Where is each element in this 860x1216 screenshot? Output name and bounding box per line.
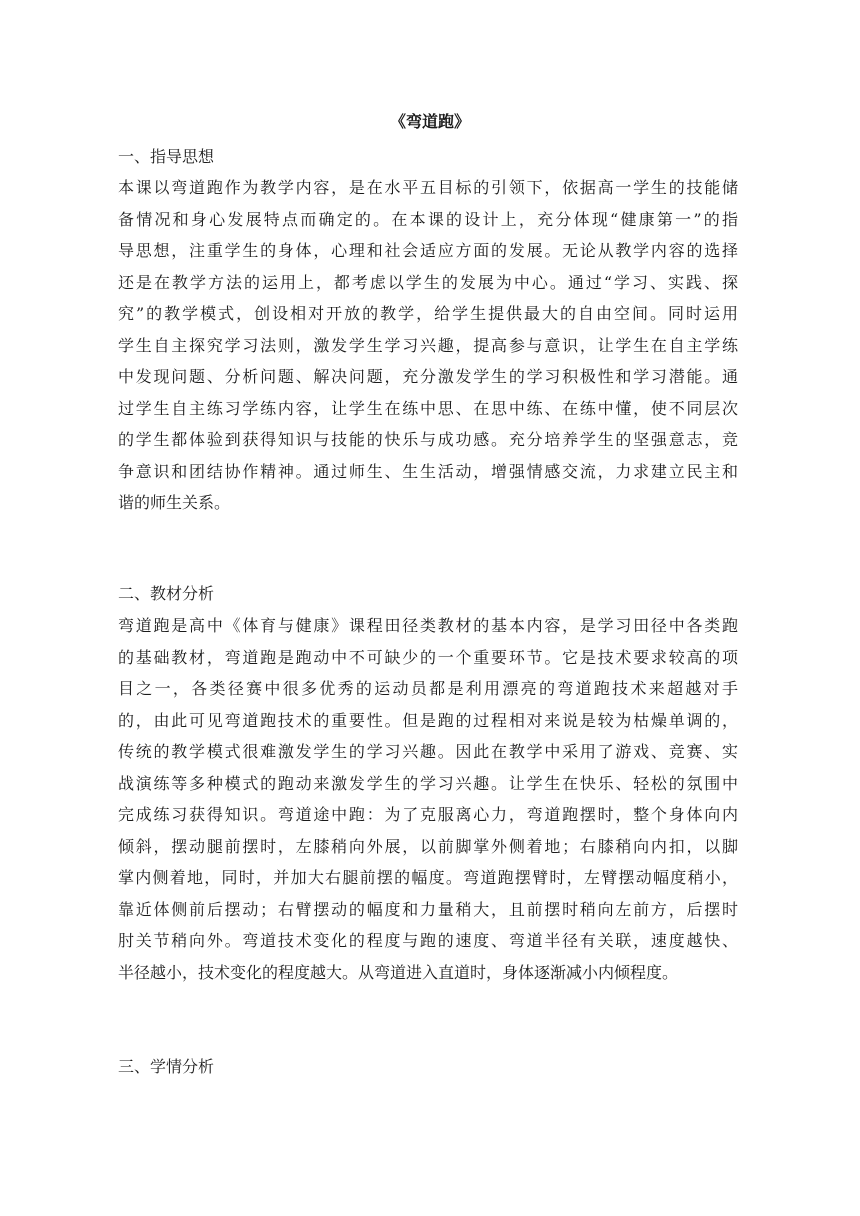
paragraph-line: 的学生都体验到获得知识与技能的快乐与成功感。充分培养学生的坚强意志，竞: [118, 430, 738, 449]
document-title: 《弯道跑》: [389, 112, 470, 131]
paragraph-line: 中发现问题、分析问题、解决问题，充分激发学生的学习积极性和学习潜能。通: [118, 367, 738, 386]
paragraph-line: 掌内侧着地，同时，并加大右腿前摆的幅度。弯道跑摆臂时，左臂摆动幅度稍小，: [118, 868, 738, 887]
paragraph-line: 本课以弯道跑作为教学内容，是在水平五目标的引领下，依据高一学生的技能储: [118, 178, 738, 197]
paragraph-line: 目之一，各类径赛中很多优秀的运动员都是利用漂亮的弯道跑技术来超越对手: [118, 679, 738, 698]
paragraph-line: 倾斜，摆动腿前摆时，左膝稍向外展，以前脚掌外侧着地；右膝稍向内扣，以脚: [118, 836, 738, 856]
paragraph-line: 肘关节稍向外。弯道技术变化的程度与跑的速度、弯道半径有关联，速度越快、: [118, 931, 738, 950]
paragraph-line: 靠近体侧前后摆动；右臂摆动的幅度和力量稍大，且前摆时稍向左前方，后摆时: [118, 899, 738, 919]
paragraph-line: 导思想，注重学生的身体，心理和社会适应方面的发展。无论从教学内容的选择: [118, 241, 738, 260]
paragraph-line: 还是在教学方法的运用上，都考虑以学生的发展为中心。通过“学习、实践、探: [118, 272, 738, 292]
section-body-guiding-thought: [118, 172, 738, 519]
paragraph-line: 的基础教材，弯道跑是跑动中不可缺少的一个重要环节。它是技术要求较高的项: [118, 647, 738, 667]
section-heading-material-analysis: 二、教材分析: [118, 584, 215, 603]
paragraph-line: 半径越小，技术变化的程度越大。从弯道进入直道时，身体逐渐减小内倾程度。: [118, 962, 679, 982]
paragraph-line: 的，由此可见弯道跑技术的重要性。但是跑的过程相对来说是较为枯燥单调的，: [118, 710, 738, 730]
paragraph-line: 战演练等多种模式的跑动来激发学生的学习兴趣。让学生在快乐、轻松的氛围中: [118, 773, 738, 793]
paragraph-line: 究”的教学模式，创设相对开放的教学，给学生提供最大的自由空间。同时运用: [118, 304, 738, 323]
paragraph-line: 备情况和身心发展特点而确定的。在本课的设计上，充分体现“健康第一”的指: [118, 209, 738, 229]
paragraph-line: 传统的教学模式很难激发学生的学习兴趣。因此在教学中采用了游戏、竞赛、实: [118, 742, 738, 761]
paragraph-line: 谐的师生关系。: [118, 493, 231, 512]
paragraph-line: 学生自主探究学习法则，激发学生学习兴趣，提高参与意识，让学生在自主学练: [118, 335, 738, 355]
paragraph-line: 争意识和团结协作精神。通过师生、生生活动，增强情感交流，力求建立民主和: [118, 461, 738, 481]
section-body-material-analysis: [118, 610, 738, 988]
paragraph-line: 过学生自主练习学练内容，让学生在练中思、在思中练、在练中懂，使不同层次: [118, 398, 738, 418]
paragraph-line: 弯道跑是高中《体育与健康》课程田径类教材的基本内容，是学习田径中各类跑: [118, 616, 738, 635]
section-heading-guiding-thought: 一、指导思想: [118, 147, 215, 166]
section-heading-student-analysis: 三、学情分析: [118, 1057, 215, 1076]
paragraph-line: 完成练习获得知识。弯道途中跑：为了克服离心力，弯道跑摆时，整个身体向内: [118, 805, 738, 824]
